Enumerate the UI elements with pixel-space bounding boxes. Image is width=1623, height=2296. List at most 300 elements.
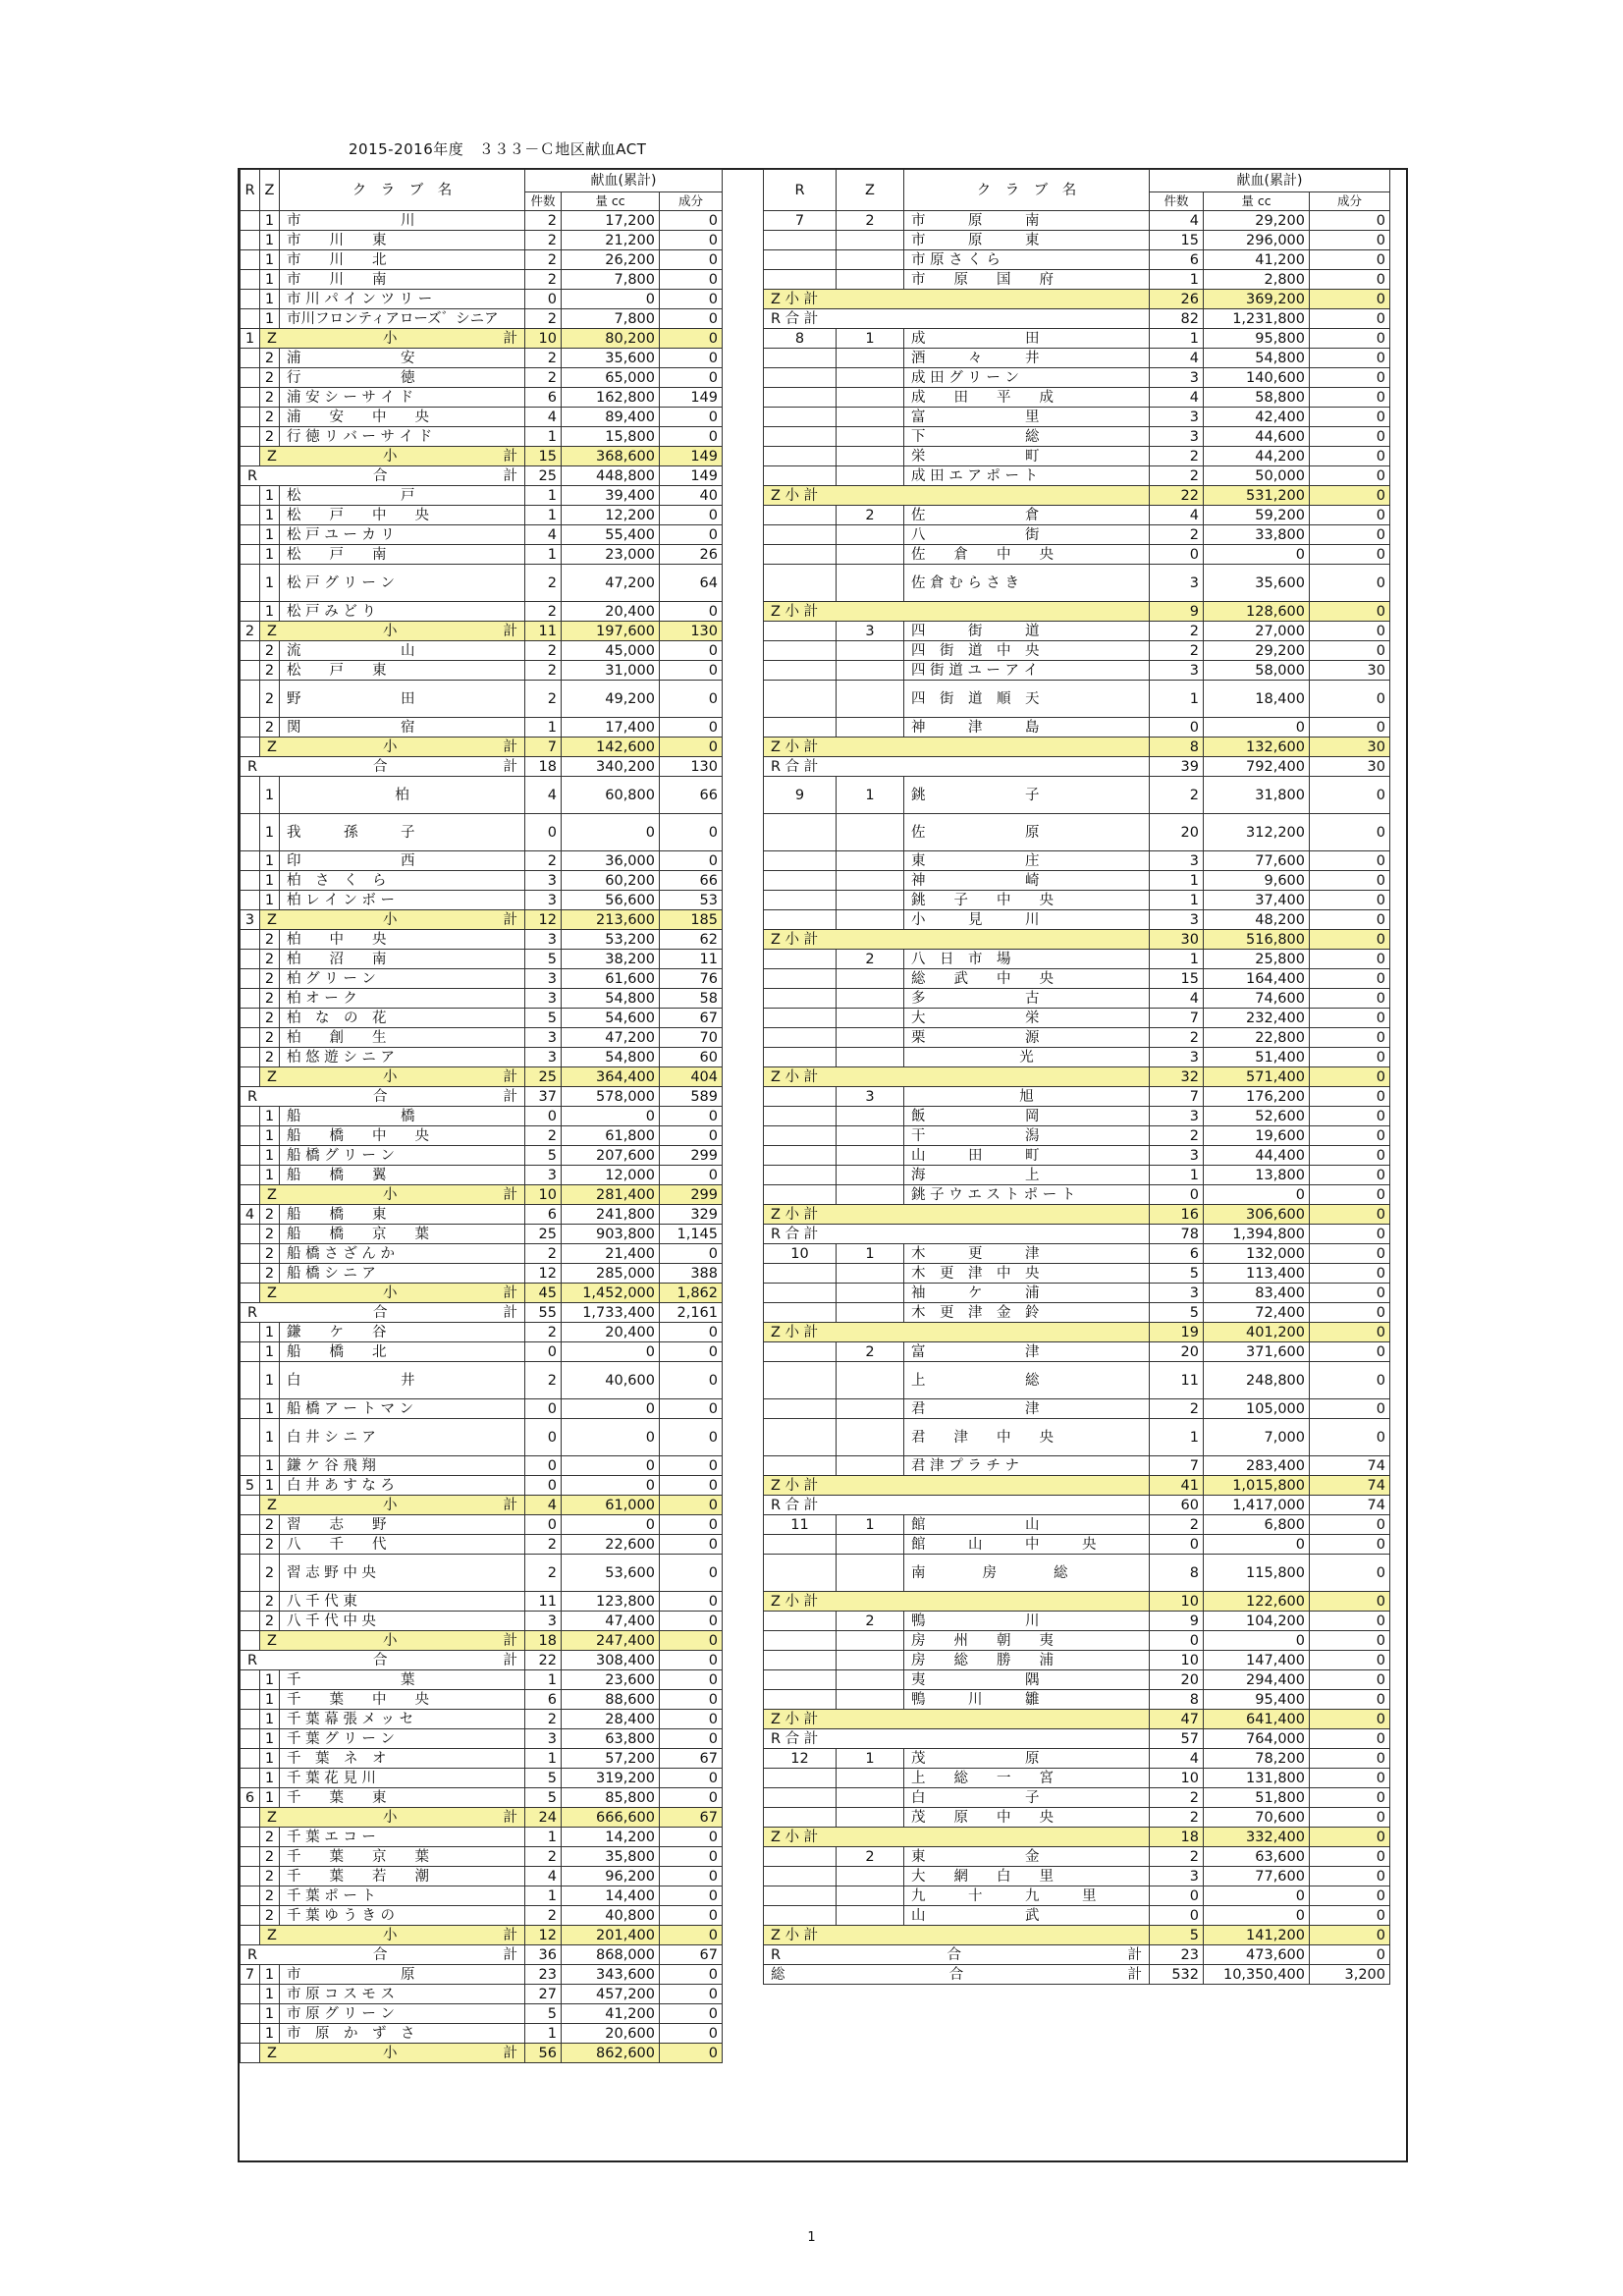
volume-cell: 88,600 (562, 1690, 660, 1710)
volume-cell: 666,600 (562, 1808, 660, 1828)
volume-cell: 28,400 (562, 1710, 660, 1729)
club-name (280, 427, 525, 447)
r-cell (764, 231, 837, 250)
count-cell: 0 (1150, 1631, 1204, 1651)
count-cell: 7 (1150, 1009, 1204, 1028)
subtotal-label-text (768, 1324, 1145, 1341)
count-cell: 32 (1150, 1067, 1204, 1087)
subtotal-label-text (768, 291, 1145, 308)
volume-cell: 308,400 (562, 1651, 660, 1670)
club-name-text: 白 子 (911, 1789, 1040, 1806)
club-name-text: 旭 (1019, 1088, 1034, 1105)
table-row (764, 290, 1390, 309)
count-cell: 1 (1150, 891, 1204, 910)
label-part: Z (267, 738, 277, 755)
count-cell: 6 (525, 1205, 562, 1225)
label-part: R (247, 467, 258, 484)
table-row (764, 891, 1390, 910)
count-cell: 0 (1150, 1535, 1204, 1555)
r-cell (764, 1264, 837, 1284)
z-cell: 2 (837, 1847, 904, 1867)
subtotal-label (764, 930, 1150, 950)
component-cell: 0 (660, 1592, 723, 1612)
r-cell (241, 1670, 260, 1690)
component-cell: 0 (1310, 368, 1390, 388)
club-name-text: 房 州 朝 夷 (911, 1632, 1054, 1649)
volume-cell: 294,400 (1204, 1670, 1310, 1690)
volume-cell: 0 (1204, 1535, 1310, 1555)
label-part: Z 小 計 (771, 1927, 819, 1943)
r-cell (764, 851, 837, 871)
count-cell: 3 (1150, 565, 1204, 602)
club-name-text: 富 里 (911, 409, 1040, 425)
subtotal-label (764, 1225, 1150, 1244)
club-name (280, 602, 525, 622)
club-name-text: 市 原 東 (911, 232, 1040, 248)
count-cell: 10 (1150, 1592, 1204, 1612)
volume-cell: 17,400 (562, 718, 660, 738)
component-cell: 0 (660, 1323, 723, 1342)
club-name (280, 309, 525, 329)
club-name (904, 777, 1150, 814)
count-cell: 2 (525, 681, 562, 718)
z-cell: 1 (260, 1323, 280, 1342)
component-cell: 299 (660, 1146, 723, 1166)
club-name (280, 506, 525, 525)
count-cell: 2 (525, 602, 562, 622)
r-cell (241, 270, 260, 290)
table-row (241, 1048, 723, 1067)
volume-cell: 0 (1204, 1906, 1310, 1926)
table-row (241, 1166, 723, 1185)
component-cell: 0 (660, 1886, 723, 1906)
volume-cell: 0 (562, 1456, 660, 1476)
r-cell (764, 1651, 837, 1670)
club-name-text: 佐 倉 (911, 507, 1040, 523)
table-row (241, 661, 723, 681)
component-cell: 0 (660, 814, 723, 851)
r-cell (241, 1729, 260, 1749)
club-name-text: 白 井 あ す な ろ (287, 1477, 396, 1494)
count-cell: 26 (1150, 290, 1204, 309)
table-row (764, 545, 1390, 565)
count-cell: 2 (525, 1126, 562, 1146)
component-cell: 0 (660, 738, 723, 757)
club-name (280, 1342, 525, 1362)
component-cell: 1,862 (660, 1284, 723, 1303)
club-name-text: 柏 な の 花 (287, 1010, 387, 1026)
table-row (764, 368, 1390, 388)
component-cell: 0 (1310, 506, 1390, 525)
table-row (764, 1749, 1390, 1769)
table-row (241, 2044, 723, 2063)
subtotal-label-text (768, 1068, 1145, 1086)
club-name (904, 851, 1150, 871)
club-name (904, 1847, 1150, 1867)
table-row (241, 1476, 723, 1496)
component-cell: 0 (660, 270, 723, 290)
subtotal-label-text (244, 1946, 520, 1964)
club-name (904, 1107, 1150, 1126)
count-cell: 5 (1150, 1926, 1204, 1945)
club-name-text: 成 田 (911, 330, 1040, 347)
volume-cell: 578,000 (562, 1087, 660, 1107)
volume-cell: 176,200 (1204, 1087, 1310, 1107)
table-row (764, 969, 1390, 989)
club-name-text: 光 (1019, 1049, 1034, 1066)
r-cell (241, 1592, 260, 1612)
subtotal-label-text (264, 330, 520, 348)
r-cell (241, 2044, 260, 2063)
r-cell (764, 1146, 837, 1166)
subtotal-label-text (264, 1809, 520, 1827)
label-part: R 合 計 (771, 1497, 819, 1513)
club-name-text: 木 更 津 金 鈴 (911, 1304, 1040, 1321)
r-cell (241, 1985, 260, 2004)
club-name-text: 船 橋 さ ざ ん か (287, 1245, 396, 1262)
component-cell: 0 (660, 1828, 723, 1847)
r-cell (764, 718, 837, 738)
club-name-text: 飯 岡 (911, 1108, 1040, 1124)
z-cell (837, 1028, 904, 1048)
club-name-text: 下 総 (911, 428, 1040, 445)
component-cell: 329 (660, 1205, 723, 1225)
table-row (764, 270, 1390, 290)
label-part: 合 (373, 1946, 388, 1963)
volume-cell: 77,600 (1204, 851, 1310, 871)
component-cell: 0 (1310, 309, 1390, 329)
count-cell: 1 (1150, 270, 1204, 290)
z-cell: 2 (260, 388, 280, 408)
club-name (280, 1729, 525, 1749)
volume-cell: 54,600 (562, 1009, 660, 1028)
z-cell (837, 545, 904, 565)
count-cell: 41 (1150, 1476, 1204, 1496)
subtotal-label-text (768, 1946, 1145, 1964)
volume-cell: 0 (1204, 1631, 1310, 1651)
z-cell (837, 969, 904, 989)
component-cell: 0 (1310, 1067, 1390, 1087)
club-name (280, 950, 525, 969)
table-row (241, 1362, 723, 1399)
r-cell: 3 (241, 910, 260, 930)
subtotal-label (260, 1284, 525, 1303)
club-name (904, 1362, 1150, 1399)
volume-cell: 70,600 (1204, 1808, 1310, 1828)
count-cell: 5 (525, 1769, 562, 1788)
label-part: 計 (503, 1632, 517, 1649)
volume-cell: 1,231,800 (1204, 309, 1310, 329)
r-cell (241, 231, 260, 250)
component-cell: 0 (660, 718, 723, 738)
club-name-text: 神 津 島 (911, 719, 1040, 736)
club-name (280, 1867, 525, 1886)
volume-cell: 54,800 (562, 989, 660, 1009)
component-cell: 0 (660, 1651, 723, 1670)
club-name (904, 349, 1150, 368)
z-cell (837, 910, 904, 930)
table-row (764, 661, 1390, 681)
count-cell: 57 (1150, 1729, 1204, 1749)
club-name (280, 1847, 525, 1867)
club-name-text: 市 原 南 (911, 212, 1040, 229)
volume-cell: 368,600 (562, 447, 660, 466)
club-name-text: 柏 中 央 (287, 931, 387, 948)
label-part: 小 (382, 448, 398, 465)
label-part: 小 (382, 1809, 398, 1826)
subtotal-label (764, 1323, 1150, 1342)
club-name-text: 木 更 津 (911, 1245, 1040, 1262)
table-row (764, 777, 1390, 814)
volume-cell: 1,417,000 (1204, 1496, 1310, 1515)
table-row (241, 1749, 723, 1769)
club-name (280, 814, 525, 851)
volume-cell: 20,400 (562, 1323, 660, 1342)
component-cell: 0 (660, 1496, 723, 1515)
count-cell: 3 (525, 969, 562, 989)
r-cell (241, 777, 260, 814)
label-part: 計 (503, 467, 517, 484)
subtotal-label (241, 1087, 525, 1107)
col-header-volume: 量 cc (562, 192, 660, 211)
volume-cell: 104,200 (1204, 1612, 1310, 1631)
label-part: 合 (373, 1652, 388, 1668)
component-cell: 388 (660, 1264, 723, 1284)
component-cell: 0 (1310, 290, 1390, 309)
table-row (764, 930, 1390, 950)
r-cell (764, 814, 837, 851)
volume-cell: 0 (562, 814, 660, 851)
r-cell (764, 1284, 837, 1303)
component-cell: 0 (660, 1419, 723, 1456)
subtotal-label-text (264, 1497, 520, 1514)
count-cell: 18 (1150, 1828, 1204, 1847)
r-cell: 10 (764, 1244, 837, 1264)
z-cell: 2 (260, 1028, 280, 1048)
label-part: Z (267, 1632, 277, 1649)
r-cell (764, 1362, 837, 1399)
count-cell: 15 (525, 447, 562, 466)
count-cell: 11 (1150, 1362, 1204, 1399)
volume-cell: 14,200 (562, 1828, 660, 1847)
table-row (764, 989, 1390, 1009)
subtotal-label-text (264, 1068, 520, 1086)
club-name-text: 松 戸 南 (287, 546, 387, 563)
volume-cell: 105,000 (1204, 1399, 1310, 1419)
volume-cell: 792,400 (1204, 757, 1310, 777)
volume-cell: 115,800 (1204, 1555, 1310, 1592)
r-cell (241, 309, 260, 329)
volume-cell: 58,800 (1204, 388, 1310, 408)
table-row (241, 1592, 723, 1612)
club-name-text: 夷 隅 (911, 1671, 1040, 1688)
count-cell: 3 (1150, 910, 1204, 930)
table-row (241, 1729, 723, 1749)
count-cell: 4 (1150, 349, 1204, 368)
volume-cell: 56,600 (562, 891, 660, 910)
count-cell: 0 (1150, 718, 1204, 738)
table-row (241, 506, 723, 525)
label-part: 計 (503, 1809, 517, 1826)
r-cell (764, 661, 837, 681)
club-name-text: 八 千 代 東 (287, 1593, 357, 1610)
table-row (241, 1284, 723, 1303)
subtotal-label (764, 602, 1150, 622)
volume-cell: 14,400 (562, 1886, 660, 1906)
label-part: 合 (948, 1966, 964, 1983)
r-cell (764, 1028, 837, 1048)
r-cell (241, 1342, 260, 1362)
count-cell: 2 (1150, 1788, 1204, 1808)
volume-cell: 7,800 (562, 309, 660, 329)
z-cell: 2 (837, 950, 904, 969)
subtotal-label-text (768, 1497, 1145, 1514)
component-cell: 0 (1310, 681, 1390, 718)
volume-cell: 23,000 (562, 545, 660, 565)
label-part: 合 (373, 1304, 388, 1321)
club-name-text: 市 原 国 府 (911, 271, 1054, 288)
label-part: Z (267, 623, 277, 639)
subtotal-label (764, 486, 1150, 506)
volume-cell: 48,200 (1204, 910, 1310, 930)
club-name (904, 506, 1150, 525)
r-cell (764, 1048, 837, 1067)
volume-cell: 20,400 (562, 602, 660, 622)
club-name (280, 1690, 525, 1710)
club-name (904, 270, 1150, 290)
count-cell: 3 (1150, 1284, 1204, 1303)
component-cell: 0 (1310, 851, 1390, 871)
volume-cell: 33,800 (1204, 525, 1310, 545)
r-cell (241, 1284, 260, 1303)
volume-cell: 903,800 (562, 1225, 660, 1244)
table-row (241, 1555, 723, 1592)
component-cell: 299 (660, 1185, 723, 1205)
r-cell (241, 211, 260, 231)
r-cell (241, 1419, 260, 1456)
component-cell: 0 (1310, 1146, 1390, 1166)
volume-cell: 10,350,400 (1204, 1965, 1310, 1985)
z-cell (837, 1886, 904, 1906)
component-cell: 0 (1310, 1362, 1390, 1399)
label-part: 計 (1127, 1966, 1142, 1983)
count-cell: 27 (525, 1985, 562, 2004)
r-cell (241, 1107, 260, 1126)
component-cell: 0 (1310, 1126, 1390, 1146)
club-name (904, 565, 1150, 602)
volume-cell: 516,800 (1204, 930, 1310, 950)
club-name (280, 1205, 525, 1225)
count-cell: 12 (525, 1264, 562, 1284)
count-cell: 5 (525, 1788, 562, 1808)
volume-cell: 141,200 (1204, 1926, 1310, 1945)
component-cell: 0 (660, 1985, 723, 2004)
count-cell: 10 (525, 1185, 562, 1205)
volume-cell: 448,800 (562, 466, 660, 486)
volume-cell: 89,400 (562, 408, 660, 427)
table-row (764, 1847, 1390, 1867)
count-cell: 20 (1150, 1342, 1204, 1362)
table-row (241, 408, 723, 427)
subtotal-label-text (244, 1088, 520, 1106)
r-cell (241, 1535, 260, 1555)
club-name-text: 関 宿 (287, 719, 415, 736)
club-name-text: 千 葉 ゆ う き の (287, 1907, 396, 1924)
count-cell: 4 (1150, 388, 1204, 408)
club-name-text: 千 葉 京 葉 (287, 1848, 429, 1865)
label-part: Z 小 計 (771, 291, 819, 307)
table-row (241, 427, 723, 447)
table-row (241, 1886, 723, 1906)
z-cell: 2 (260, 349, 280, 368)
table-row (241, 1244, 723, 1264)
count-cell: 3 (1150, 1048, 1204, 1067)
z-cell: 2 (260, 681, 280, 718)
club-name-text: 流 山 (287, 642, 415, 659)
count-cell: 0 (525, 290, 562, 309)
r-cell (764, 1555, 837, 1592)
club-name (280, 1456, 525, 1476)
label-part: Z (267, 448, 277, 465)
r-cell (241, 447, 260, 466)
component-cell: 0 (660, 290, 723, 309)
component-cell: 0 (660, 1926, 723, 1945)
volume-cell: 113,400 (1204, 1264, 1310, 1284)
count-cell: 8 (1150, 1555, 1204, 1592)
label-part: Z 小 計 (771, 487, 819, 504)
club-name (280, 661, 525, 681)
volume-cell: 58,000 (1204, 661, 1310, 681)
z-cell (837, 1651, 904, 1670)
z-cell: 1 (260, 1342, 280, 1362)
club-name-text: 上 総 一 宮 (911, 1770, 1054, 1786)
volume-cell: 19,600 (1204, 1126, 1310, 1146)
label-part: 計 (503, 330, 517, 347)
club-name (904, 910, 1150, 930)
z-cell: 2 (837, 1342, 904, 1362)
label-part: 合 (373, 758, 388, 775)
count-cell: 3 (1150, 427, 1204, 447)
count-cell: 2 (525, 1535, 562, 1555)
z-cell: 2 (260, 950, 280, 969)
r-cell (764, 506, 837, 525)
table-row (241, 969, 723, 989)
table-row (241, 910, 723, 930)
z-cell: 2 (837, 211, 904, 231)
page-number: 1 (807, 2230, 816, 2245)
component-cell: 0 (1310, 1945, 1390, 1965)
subtotal-label-text (264, 738, 520, 756)
volume-cell: 47,400 (562, 1612, 660, 1631)
r-cell (764, 1769, 837, 1788)
volume-cell: 473,600 (1204, 1945, 1310, 1965)
z-cell (837, 270, 904, 290)
z-cell (837, 466, 904, 486)
component-cell: 0 (660, 329, 723, 349)
r-cell (241, 1028, 260, 1048)
z-cell: 1 (260, 1965, 280, 1985)
table-row (764, 681, 1390, 718)
label-part: 小 (382, 330, 398, 347)
r-cell (241, 1323, 260, 1342)
z-cell (837, 1399, 904, 1419)
subtotal-label (764, 1828, 1150, 1847)
volume-cell: 61,800 (562, 1126, 660, 1146)
z-cell: 1 (260, 1126, 280, 1146)
z-cell (837, 1788, 904, 1808)
volume-cell: 53,200 (562, 930, 660, 950)
club-name (280, 1009, 525, 1028)
